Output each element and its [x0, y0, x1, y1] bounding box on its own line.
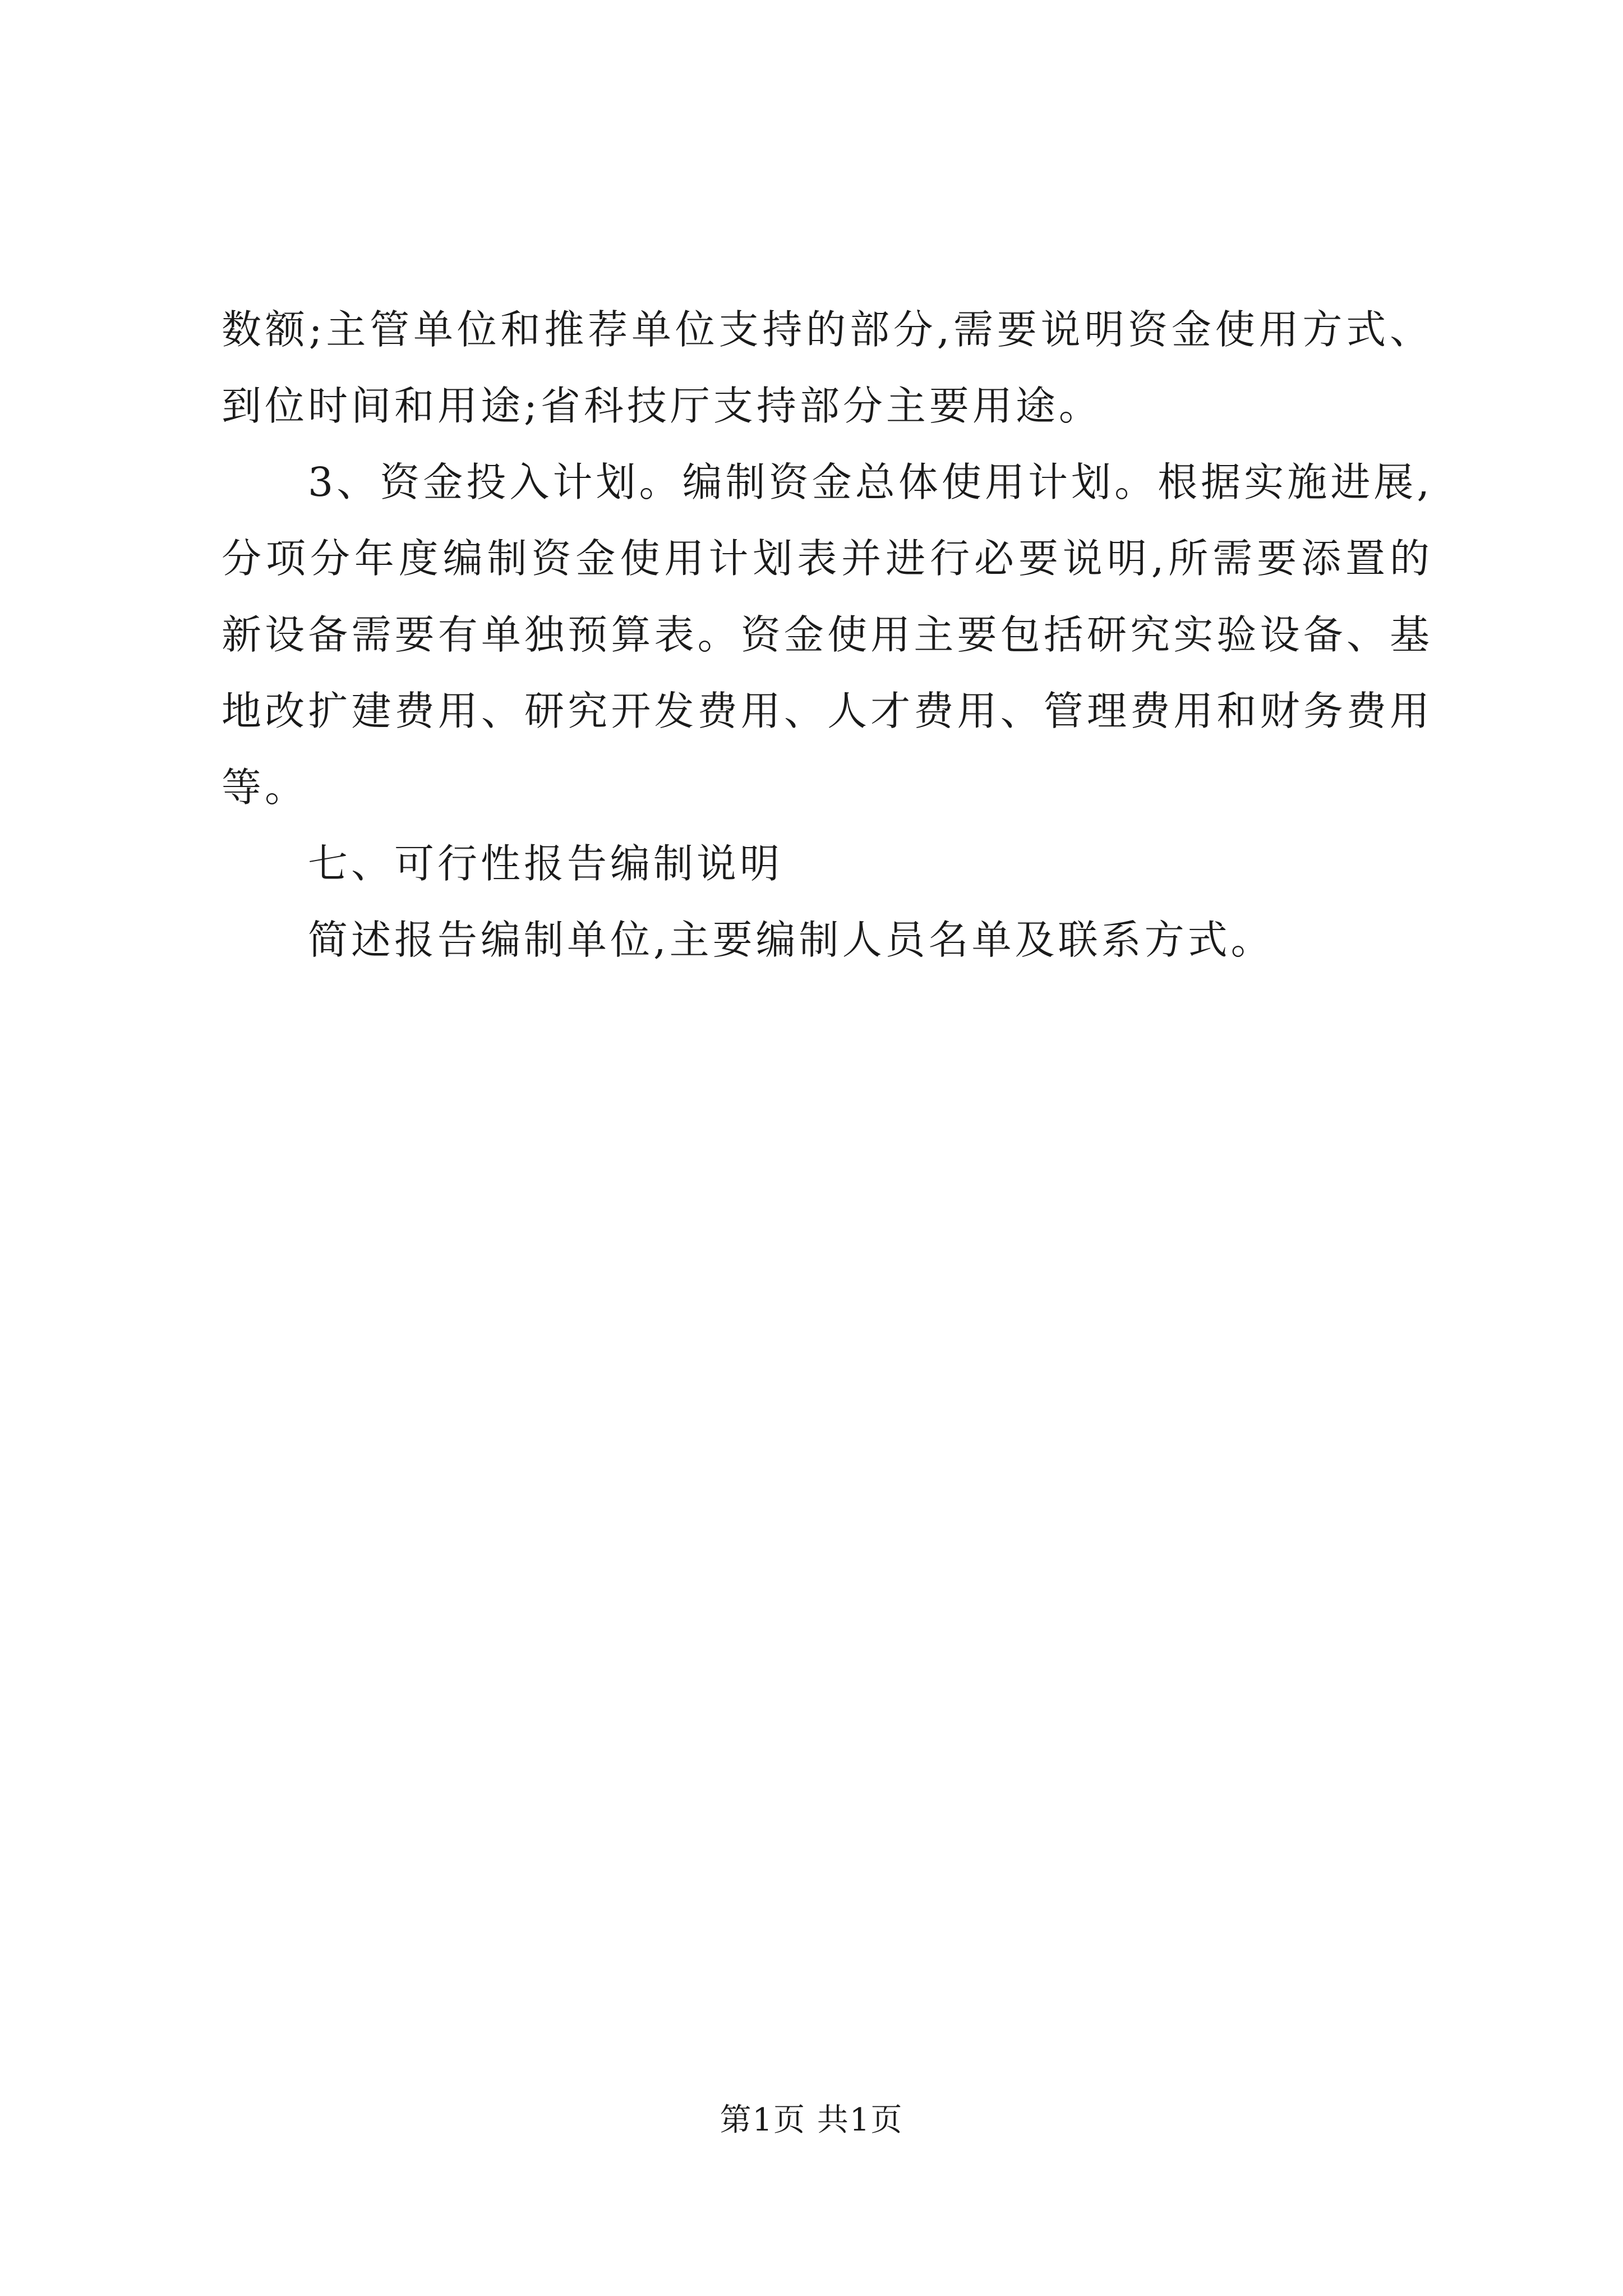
section-heading-report-notes: 七、可行性报告编制说明 — [308, 840, 783, 887]
paragraph-funding-plan: 3、资金投入计划。编制资金总体使用计划。根据实施进展,分项分年度编制资金使用计划表并进行必要说明,所需要添置的新设备需要有单独预算表。资金使用主要包括研究实验设备、基地改扩建费用、研究开发费用、人才费用、管理费用和财务费用等。 — [222, 459, 1433, 811]
page-footer: 第1页 共1页 — [720, 2102, 903, 2138]
document-body — [222, 292, 1433, 978]
paragraph-report-compilation: 简述报告编制单位,主要编制人员名单及联系方式。 — [308, 917, 1274, 963]
paragraph-funding-sources: 数额;主管单位和推荐单位支持的部分,需要说明资金使用方式、到位时间和用途;省科技厅支持部分主要用途。 — [222, 306, 1433, 429]
